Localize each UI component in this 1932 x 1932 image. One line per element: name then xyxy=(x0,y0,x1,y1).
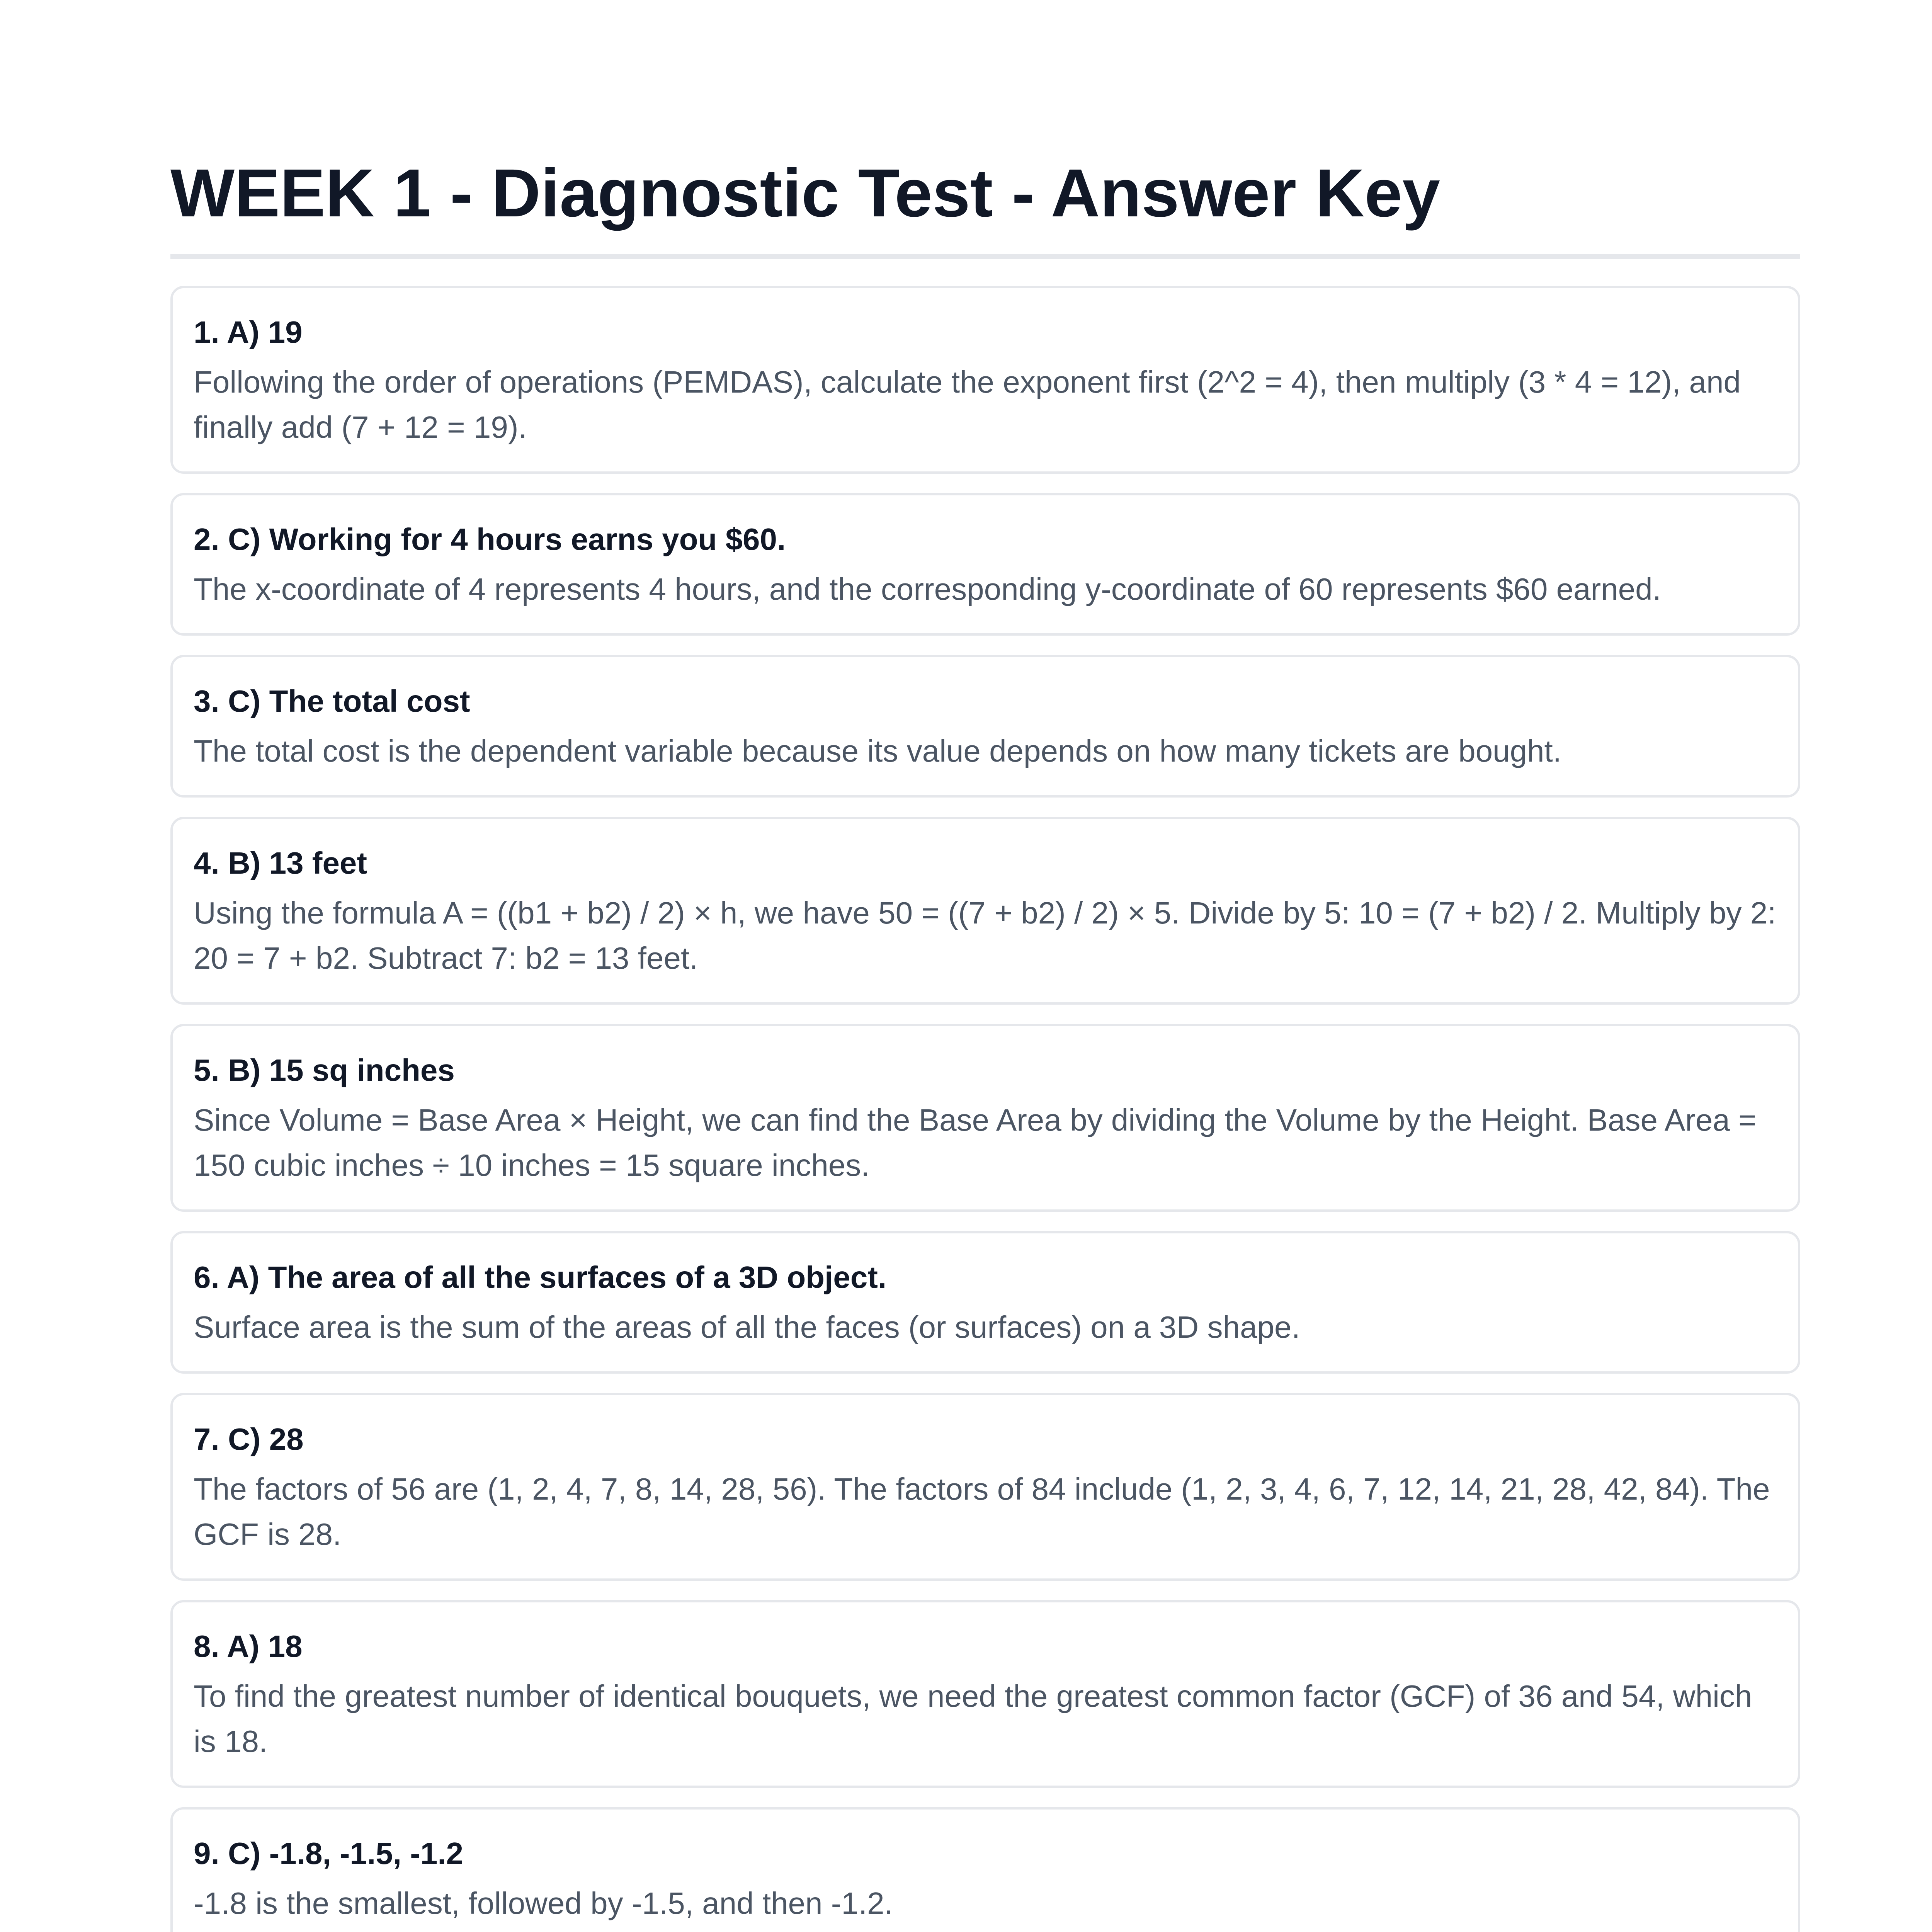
answer-explanation: Using the formula A = ((b1 + b2) / 2) × h, we have 50 = ((7 + b2) / 2) × 5. Divide by 5: 10 = (7 + b2) / 2. Multiply by 2: 20 = 7 + b2. Subtract 7: b2 = 13 feet. xyxy=(194,896,1776,975)
answer-explanation: The total cost is the dependent variable because its value depends on how many tickets are bought. xyxy=(194,734,1561,768)
answer-heading: 5. B) 15 sq inches xyxy=(194,1053,455,1087)
answer-explanation: Following the order of operations (PEMDAS), calculate the exponent first (2^2 = 4), then multiply (3 * 4 = 12), and finally add (7 + 12 = 19). xyxy=(194,365,1741,444)
answer-explanation: The x-coordinate of 4 represents 4 hours, and the corresponding y-coordinate of 60 represents $60 earned. xyxy=(194,572,1661,606)
answer-heading: 8. A) 18 xyxy=(194,1629,303,1663)
answer-explanation: To find the greatest number of identical bouquets, we need the greatest common factor (GCF) of 36 and 54, which is 18. xyxy=(194,1679,1752,1759)
answer-heading: 4. B) 13 feet xyxy=(194,846,367,880)
answer-heading: 1. A) 19 xyxy=(194,315,303,349)
answer-card-3 xyxy=(170,655,1800,798)
answer-explanation: Since Volume = Base Area × Height, we can find the Base Area by dividing the Volume by the Height. Base Area = 150 cubic inches ÷ 10 inches = 15 square inches. xyxy=(194,1103,1757,1182)
title-divider xyxy=(170,254,1800,259)
answer-explanation: Surface area is the sum of the areas of all the faces (or surfaces) on a 3D shape. xyxy=(194,1310,1300,1344)
page-title: WEEK 1 - Diagnostic Test - Answer Key xyxy=(170,155,1440,231)
answer-card-9 xyxy=(170,1807,1800,1932)
answer-heading: 3. C) The total cost xyxy=(194,684,470,718)
answer-card-6 xyxy=(170,1231,1800,1374)
answer-card-1 xyxy=(170,286,1800,474)
answer-list xyxy=(170,286,1800,1932)
answer-card-8 xyxy=(170,1600,1800,1788)
answer-card-5 xyxy=(170,1024,1800,1212)
answer-heading: 7. C) 28 xyxy=(194,1422,304,1456)
answer-heading: 2. C) Working for 4 hours earns you $60. xyxy=(194,522,786,556)
answer-card-4 xyxy=(170,817,1800,1005)
answer-explanation: The factors of 56 are (1, 2, 4, 7, 8, 14, 28, 56). The factors of 84 include (1, 2, 3, 4, 6, 7, 12, 14, 21, 28, 42, 84). The GCF is 28. xyxy=(194,1472,1770,1551)
answer-heading: 9. C) -1.8, -1.5, -1.2 xyxy=(194,1836,464,1871)
answer-card-7 xyxy=(170,1393,1800,1581)
answer-card-2 xyxy=(170,493,1800,636)
answer-heading: 6. A) The area of all the surfaces of a 3D object. xyxy=(194,1260,887,1294)
answer-explanation: -1.8 is the smallest, followed by -1.5, and then -1.2. xyxy=(194,1886,893,1920)
